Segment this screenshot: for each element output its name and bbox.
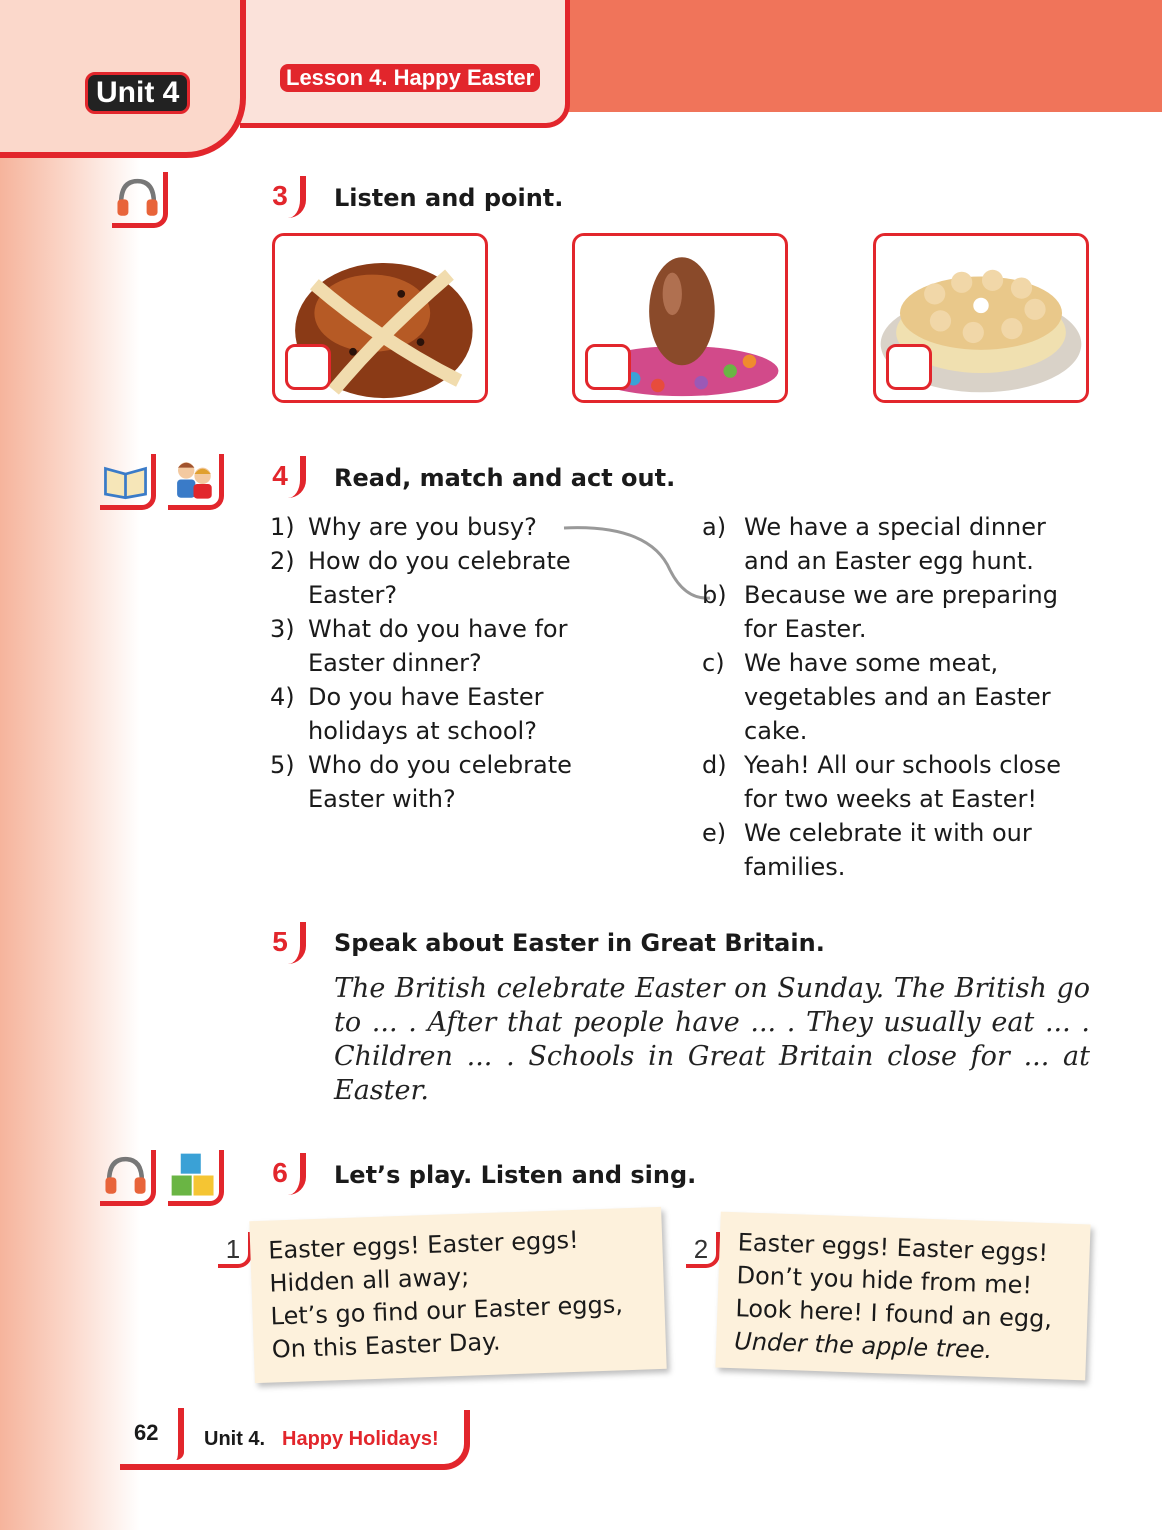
chocolate-egg-photo [572, 233, 788, 403]
verse-line: Hidden all away; [268, 1262, 470, 1298]
exercise-5-title: Speak about Easter in Great Britain. [334, 929, 825, 957]
simnel-cake-photo [873, 233, 1089, 403]
footer-title: Happy Holidays! [282, 1428, 439, 1450]
side-gradient [0, 150, 140, 1530]
list-item: e) We celebrate it with our families. [702, 819, 1032, 881]
list-item: 3) What do you have for Easter dinner? [270, 615, 568, 677]
exercise-5-number: 5 [260, 922, 306, 964]
footer-unit: Unit 4. [204, 1428, 266, 1450]
list-item: 4) Do you have Easter holidays at school? [270, 683, 544, 745]
answer-box[interactable] [886, 344, 932, 390]
list-item: 5) Who do you celebrate Easter with? [270, 751, 572, 813]
header-band [540, 0, 1162, 112]
lesson-label: Lesson 4. Happy Easter [280, 64, 540, 92]
verse-2-number: 2 [686, 1232, 720, 1268]
answer-list [702, 510, 1092, 884]
list-item: d) Yeah! All our schools close for two weeks at Easter! [702, 751, 1062, 813]
exercise-6-title: Let’s play. Listen and sing. [334, 1161, 697, 1189]
verse-line: On this Easter Day. [271, 1327, 501, 1364]
list-item: 1) Why are you busy? [270, 513, 537, 541]
answer-box[interactable] [285, 344, 331, 390]
alphabet-blocks-icon [168, 1150, 224, 1206]
exercise-3-title: Listen and point. [334, 184, 564, 212]
children-icon [168, 454, 224, 510]
page-number: 62 [134, 1420, 159, 1445]
verse-line: Look here! I found an egg, [734, 1294, 1053, 1334]
verse-1-card [249, 1207, 666, 1383]
verse-2-card [715, 1212, 1090, 1381]
question-list [270, 510, 606, 816]
story-text: The British celebrate Easter on Sunday. The British go to ... . After that people have ... . They usually eat ... . Children ... . Schools in Great Britain close for ... at Easter. [334, 973, 1090, 1106]
exercise-4-number: 4 [260, 456, 306, 498]
exercise-4-title: Read, match and act out. [334, 464, 676, 492]
list-item: c) We have some meat, vegetables and an Easter cake. [702, 649, 1051, 745]
footer-divider [176, 1408, 184, 1460]
unit-label: Unit 4 [85, 72, 190, 114]
list-item: b) Because we are preparing for Easter. [702, 581, 1058, 643]
match-line [560, 520, 720, 610]
verse-line: Don’t you hide from me! [736, 1261, 1033, 1300]
verse-1-number: 1 [218, 1232, 252, 1268]
list-item: a) We have a special dinner and an Easter egg hunt. [702, 513, 1046, 575]
answer-box[interactable] [585, 344, 631, 390]
exercise-6-number: 6 [260, 1153, 306, 1195]
list-item: 2) How do you celebrate Easter? [270, 547, 571, 609]
book-icon [100, 454, 156, 510]
verse-line: Easter eggs! Easter eggs! [737, 1228, 1049, 1268]
headphones-icon [100, 1150, 156, 1206]
verse-line: Easter eggs! Easter eggs! [267, 1225, 580, 1265]
headphones-icon [112, 172, 168, 228]
verse-line: Let’s go find our Easter eggs, [270, 1290, 624, 1331]
exercise-3-number: 3 [260, 176, 306, 218]
hot-cross-bun-photo [272, 233, 488, 403]
verse-line: Under the apple tree. [733, 1327, 993, 1365]
